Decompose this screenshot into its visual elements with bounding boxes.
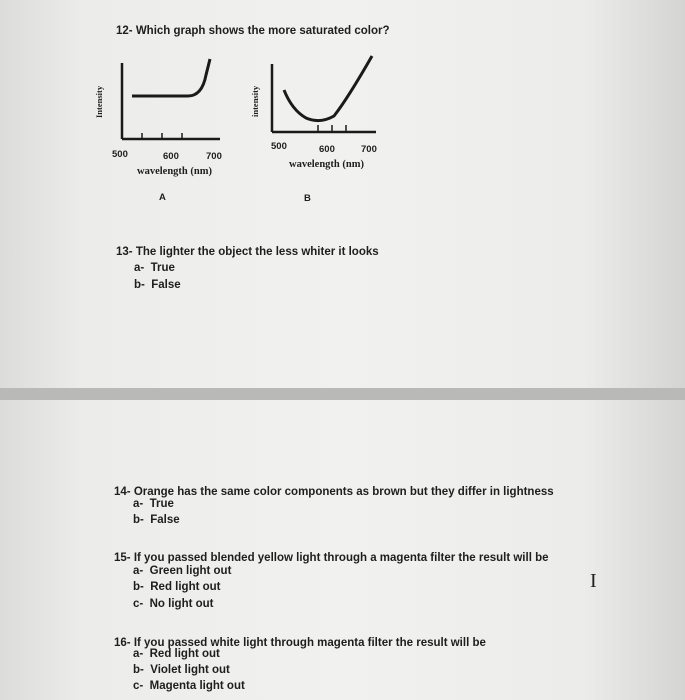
q13-option-a[interactable] (134, 262, 175, 274)
option-letter: b- (133, 664, 144, 676)
graph-a-xlabel: wavelength (nm) (137, 166, 212, 177)
graph-b-tick-label-600: 600 (319, 144, 335, 155)
option-text: False (150, 514, 180, 526)
option-text: True (150, 262, 175, 274)
graph-b (262, 50, 392, 150)
option-letter: c- (133, 598, 144, 610)
q16-option-a[interactable] (133, 648, 220, 660)
option-letter: b- (133, 581, 144, 593)
option-text: Red light out (150, 581, 221, 593)
page-bottom (0, 400, 685, 700)
q12-question: 12- Which graph shows the more saturated color? (116, 25, 390, 37)
q13-question: 13- The lighter the object the less whiter it looks (116, 246, 379, 258)
option-text: Violet light out (150, 664, 230, 676)
q15-option-b[interactable] (133, 581, 221, 593)
page-gap (0, 388, 685, 400)
graph-a-ylabel: Intensity (94, 85, 104, 118)
graph-b-tick-label-700: 700 (361, 144, 377, 155)
option-letter: a- (133, 648, 144, 660)
graph-a-tick-label-600: 600 (163, 151, 179, 162)
graph-a (110, 55, 230, 155)
option-text: No light out (149, 598, 214, 610)
graph-b-xlabel: wavelength (nm) (289, 159, 364, 170)
graph-b-label: B (304, 193, 311, 204)
option-letter: a- (133, 498, 144, 510)
q15-option-c[interactable] (133, 598, 214, 610)
option-text: True (149, 498, 174, 510)
graph-b-ylabel: intensity (250, 85, 260, 117)
q14-question: 14- Orange has the same color components as brown but they differ in lightness (114, 486, 554, 498)
q16-option-c[interactable] (133, 680, 245, 692)
option-text: False (151, 279, 181, 291)
graph-a-tick-label-500: 500 (112, 149, 128, 160)
q16-option-b[interactable] (133, 664, 230, 676)
graph-b-tick-label-500: 500 (271, 141, 287, 152)
graph-a-curve (132, 59, 210, 96)
option-letter: b- (134, 279, 145, 291)
option-text: Red light out (149, 648, 220, 660)
option-text: Magenta light out (149, 680, 245, 692)
graph-a-label: A (159, 192, 166, 203)
graph-a-tick-label-700: 700 (206, 151, 222, 162)
q14-option-b[interactable] (133, 514, 180, 526)
option-letter: b- (133, 514, 144, 526)
q13-option-b[interactable] (134, 279, 181, 291)
text-cursor-icon: I (590, 570, 597, 592)
q15-option-a[interactable] (133, 565, 231, 577)
option-letter: a- (134, 262, 145, 274)
q14-option-a[interactable] (133, 498, 174, 510)
q16-question: 16- If you passed white light through magenta filter the result will be (114, 637, 486, 649)
graph-b-curve (284, 56, 372, 121)
option-text: Green light out (149, 565, 232, 577)
q15-question: 15- If you passed blended yellow light through a magenta filter the result will be (114, 552, 549, 564)
option-letter: a- (133, 565, 144, 577)
option-letter: c- (133, 680, 144, 692)
